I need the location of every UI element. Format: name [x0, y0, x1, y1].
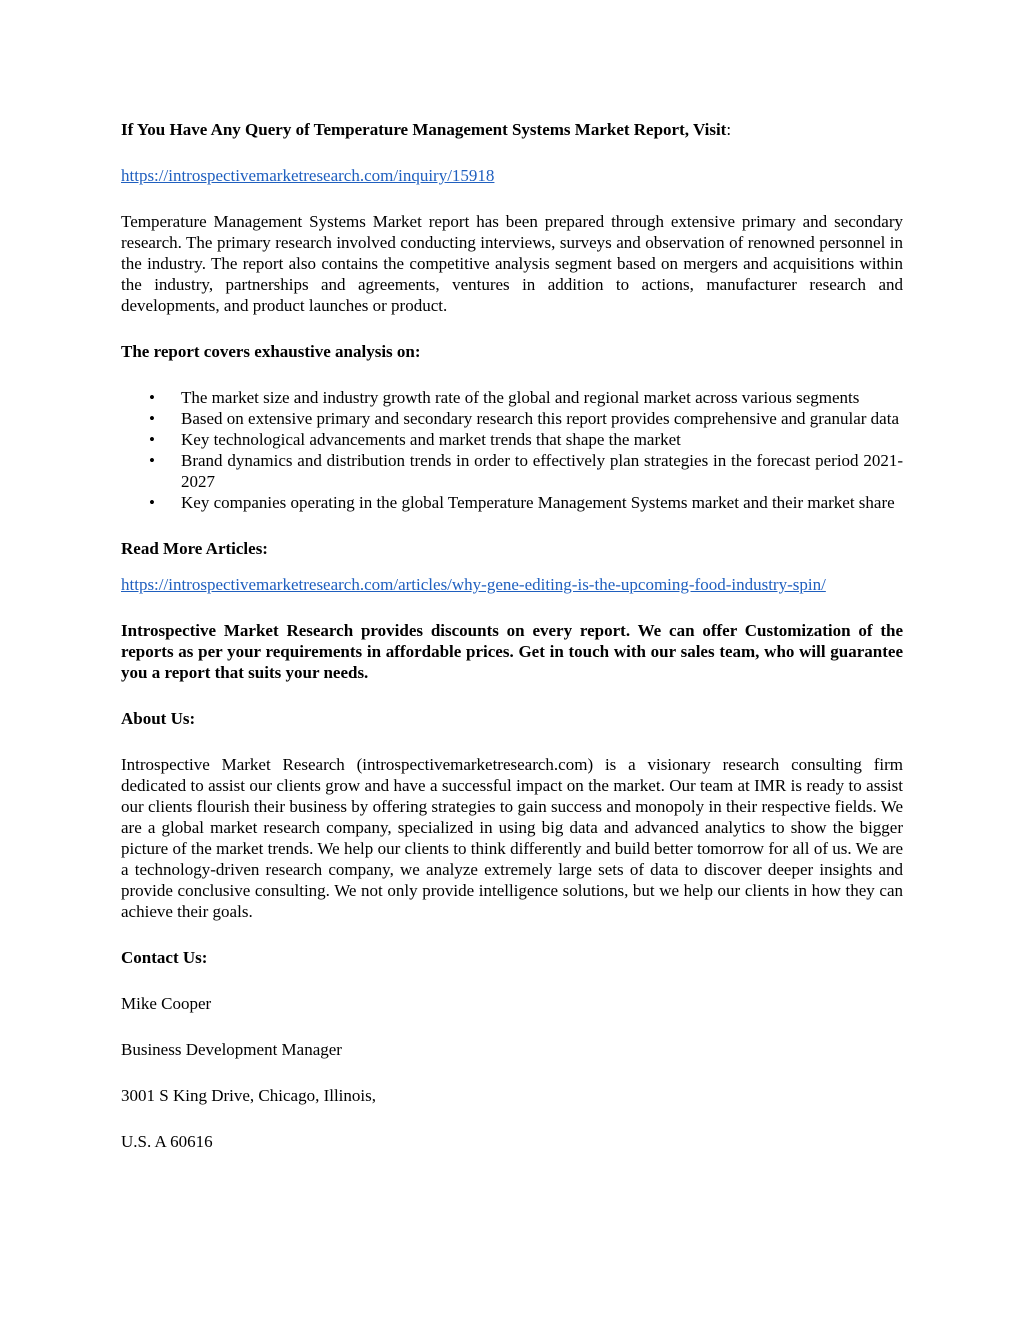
list-item — [149, 492, 903, 513]
covers-list — [121, 387, 903, 513]
contact-zip: U.S. A 60616 — [121, 1132, 213, 1151]
inquiry-link[interactable]: https://introspectivemarketresearch.com/inquiry/15918 — [121, 166, 495, 185]
about-paragraph: Introspective Market Research (introspectivemarketresearch.com) is a visionary research consulting firm dedicated to assist our clients grow and have a successful impact on the market. Our team at IMR is ready to assist our clients flourish their business by offering strategies to gain success and monopoly in their respective fields. We are a global market research company, specialized in using big data and advanced analytics to show the bigger picture of the market trends. We help our clients to think differently and build better tomorrow for all of us. We are a technology-driven research company, we analyze extremely large sets of data to discover deeper insights and provide conclusive consulting. We not only provide intelligence solutions, but we help our clients in how they can achieve their goals. — [121, 755, 903, 921]
discount-paragraph: Introspective Market Research provides discounts on every report. We can offer Customization of the reports as per your requirements in affordable prices. Get in touch with our sales team, who will guarantee you a report that suits your needs. — [121, 621, 903, 682]
list-item — [149, 429, 903, 450]
bullet-icon: • — [149, 409, 155, 428]
inquiry-link-line — [121, 165, 903, 186]
list-item — [149, 387, 903, 408]
contact-heading: Contact Us: — [121, 948, 208, 967]
bullet-icon: • — [149, 493, 155, 512]
contact-title: Business Development Manager — [121, 1040, 342, 1059]
query-heading-text: If You Have Any Query of Temperature Management Systems Market Report, Visit — [121, 120, 727, 139]
list-item-text: The market size and industry growth rate of the global and regional market across various segments — [181, 388, 860, 407]
query-heading-colon: : — [726, 120, 732, 139]
covers-heading: The report covers exhaustive analysis on: — [121, 342, 421, 361]
bullet-icon: • — [149, 451, 155, 470]
list-item — [149, 450, 903, 492]
bullet-icon: • — [149, 430, 155, 449]
list-item-text: Key companies operating in the global Temperature Management Systems market and their market share — [181, 493, 895, 512]
list-item-text: Based on extensive primary and secondary research this report provides comprehensive and granular data — [181, 409, 899, 428]
intro-paragraph: Temperature Management Systems Market report has been prepared through extensive primary and secondary research. The primary research involved conducting interviews, surveys and observation of renowned personnel in the industry. The report also contains the competitive analysis segment based on mergers and acquisitions within the industry, partnerships and agreements, ventures in addition to actions, manufacturer research and developments, and product launches or product. — [121, 212, 903, 315]
article-link[interactable]: https://introspectivemarketresearch.com/articles/why-gene-editing-is-the-upcoming-food-industry-spin/ — [121, 575, 826, 594]
query-heading — [121, 119, 903, 140]
contact-name: Mike Cooper — [121, 994, 212, 1013]
bullet-icon: • — [149, 388, 155, 407]
about-heading: About Us: — [121, 709, 196, 728]
contact-address: 3001 S King Drive, Chicago, Illinois, — [121, 1086, 376, 1105]
list-item — [149, 408, 903, 429]
article-link-line — [121, 574, 903, 595]
read-more-heading: Read More Articles: — [121, 539, 268, 558]
list-item-text: Key technological advancements and market trends that shape the market — [181, 430, 681, 449]
document-page — [121, 119, 903, 1152]
list-item-text: Brand dynamics and distribution trends in order to effectively plan strategies in the forecast period 2021-2027 — [181, 451, 903, 491]
